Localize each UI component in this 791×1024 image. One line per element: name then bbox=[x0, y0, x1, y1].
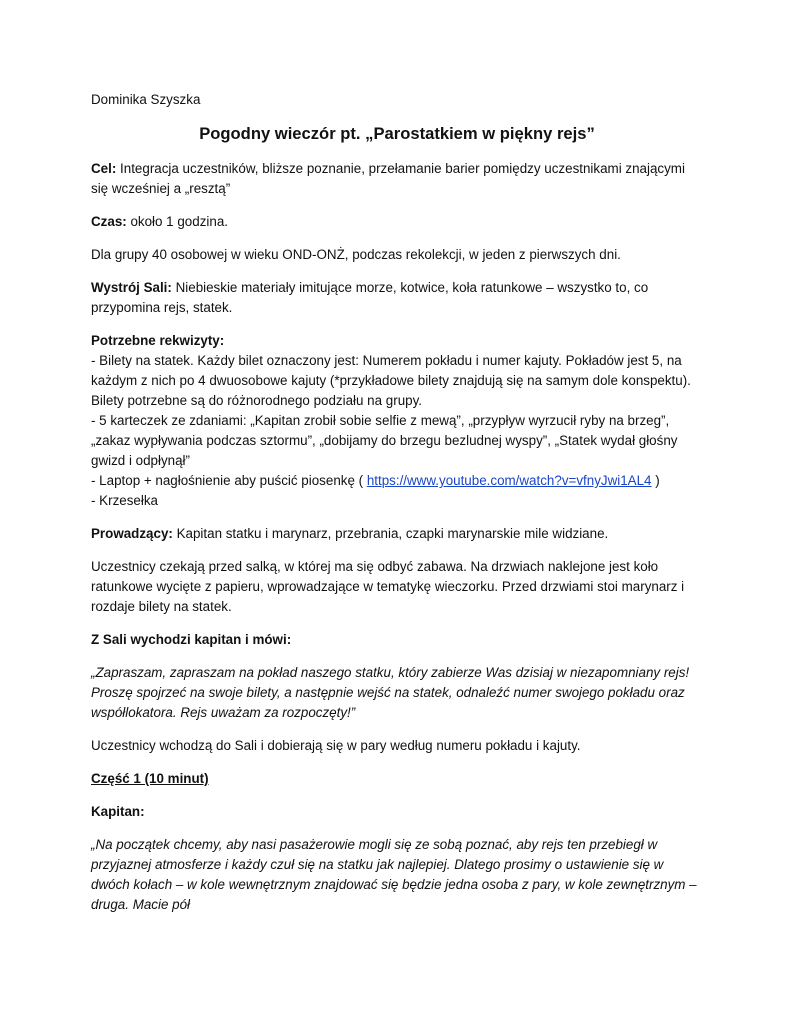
props-item-tickets: - Bilety na statek. Każdy bilet oznaczony jest: Numerem pokładu i numer kajuty. Pokładów jest 5, na każdym z nich po 4 dwuosobowe kajuty (*przykładowe bilety znajdują się na samym dole konspektu). Bilety potrzebne są do różnorodnego podziału na grupy. bbox=[91, 353, 691, 408]
props-item-chairs: - Krzesełka bbox=[91, 493, 158, 508]
hosts-paragraph bbox=[91, 524, 703, 544]
props-item-laptop-prefix: - Laptop + nagłośnienie aby puścić piosenkę ( bbox=[91, 473, 367, 488]
props-item-laptop-suffix: ) bbox=[651, 473, 660, 488]
youtube-song-link[interactable]: https://www.youtube.com/watch?v=vfnyJwi1AL4 bbox=[366, 473, 652, 488]
goal-text: Integracja uczestników, bliższe poznanie, przełamanie barier pomiędzy uczestnikami znającymi się wcześniej a „resztą” bbox=[91, 161, 685, 196]
props-item-cards: - 5 karteczek ze zdaniami: „Kapitan zrobił sobie selfie z mewą”, „przypływ wyrzucił ryby na brzeg”, „zakaz wypływania podczas sztormu”, „dobijamy do brzegu bezludnej wyspy”, „Statek wydał głośny gwizd i odpłynął” bbox=[91, 413, 678, 468]
captain-heading: Z Sali wychodzi kapitan i mówi: bbox=[91, 632, 292, 647]
goal-label: Cel: bbox=[91, 161, 117, 176]
props-section bbox=[91, 331, 703, 511]
pairing-paragraph: Uczestnicy wchodzą do Sali i dobierają się w pary według numeru pokładu i kajuty. bbox=[91, 738, 581, 753]
time-paragraph bbox=[91, 212, 703, 232]
group-paragraph: Dla grupy 40 osobowej w wieku OND-ONŻ, podczas rekolekcji, w jeden z pierwszych dni. bbox=[91, 247, 621, 262]
document-title: Pogodny wieczór pt. „Parostatkiem w piękny rejs” bbox=[199, 124, 595, 143]
captain-label: Kapitan: bbox=[91, 804, 145, 819]
props-heading: Potrzebne rekwizyty: bbox=[91, 333, 225, 348]
decor-paragraph bbox=[91, 278, 703, 318]
hosts-label: Prowadzący: bbox=[91, 526, 173, 541]
part1-heading: Część 1 (10 minut) bbox=[91, 771, 209, 786]
captain-quote: „Zapraszam, zapraszam na pokład naszego statku, który zabierze Was dzisiaj w niezapomniany rejs! Proszę spojrzeć na swoje bilety, a następnie wejść na statek, odnaleźć numer swojego pokładu oraz współlokatora. Rejs uważam za rozpoczęty!” bbox=[91, 665, 690, 720]
goal-paragraph bbox=[91, 159, 703, 199]
document-page bbox=[91, 90, 703, 928]
intro-paragraph: Uczestnicy czekają przed salką, w której ma się odbyć zabawa. Na drzwiach naklejone jest koło ratunkowe wycięte z papieru, wprowadzające w tematykę wieczorku. Przed drzwiami stoi marynarz i rozdaje bilety na statek. bbox=[91, 559, 685, 614]
hosts-text: Kapitan statku i marynarz, przebrania, czapki marynarskie mile widziane. bbox=[172, 526, 609, 541]
author-name: Dominika Szyszka bbox=[91, 92, 201, 107]
decor-text: Niebieskie materiały imitujące morze, kotwice, koła ratunkowe – wszystko to, co przypomina rejs, statek. bbox=[91, 280, 649, 315]
props-item-laptop bbox=[91, 471, 703, 491]
time-label: Czas: bbox=[91, 214, 127, 229]
captain-speech: „Na początek chcemy, aby nasi pasażerowie mogli się ze sobą poznać, aby rejs ten przebiegł w przyjaznej atmosferze i każdy czuł się na statku jak najlepiej. Dlatego prosimy o ustawienie się w dwóch kołach – w kole wewnętrznym znajdować się będzie jedna osoba z pary, w kole zewnętrznym – druga. Macie pół bbox=[91, 837, 697, 912]
decor-label: Wystrój Sali: bbox=[91, 280, 172, 295]
time-text: około 1 godzina. bbox=[126, 214, 228, 229]
